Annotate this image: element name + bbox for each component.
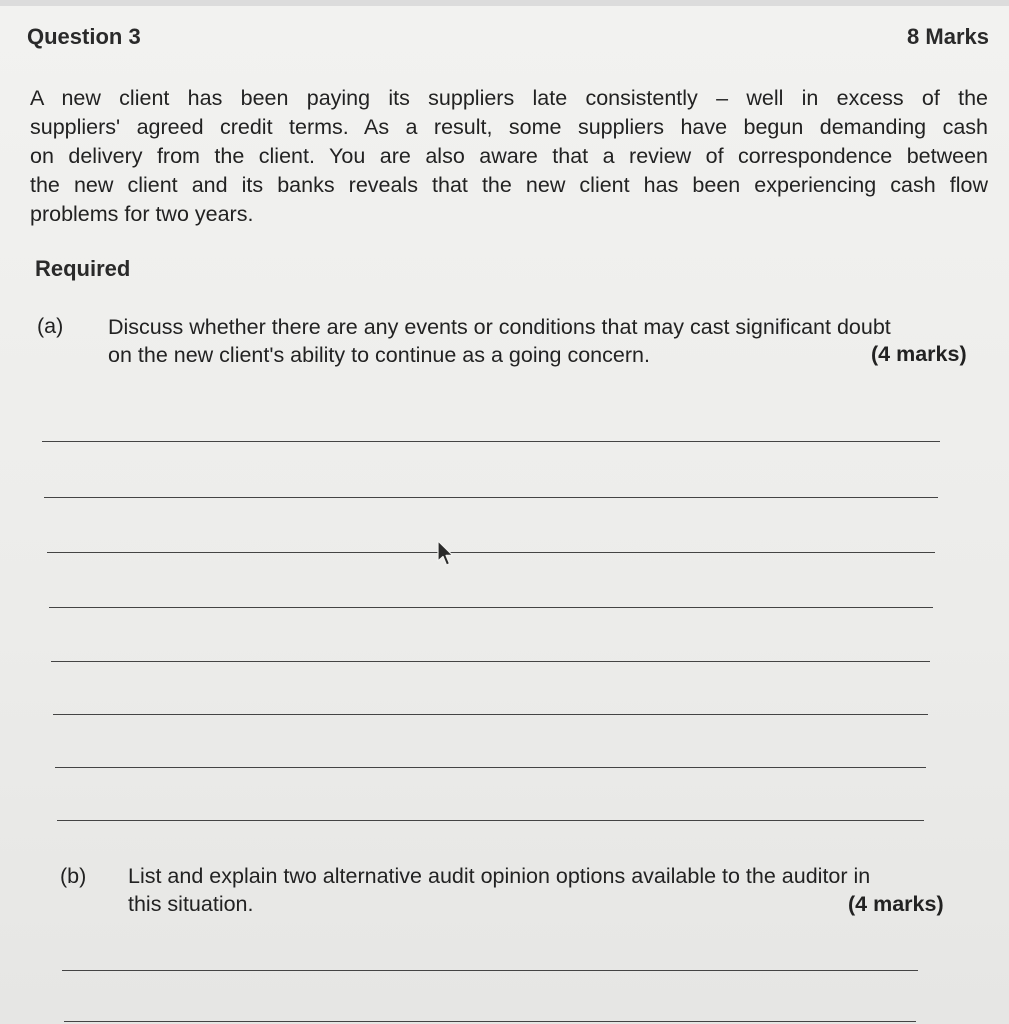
answer-line[interactable]: [44, 497, 938, 498]
question-title: Question 3: [27, 24, 141, 49]
part-b-label: (b): [60, 864, 87, 888]
scenario-line: A new client has been paying its suppliers late consistently – well in excess of the: [30, 86, 988, 110]
part-a-line: on the new client's ability to continue as a going concern.: [108, 343, 650, 367]
scenario-line: on delivery from the client. You are also aware that a review of correspondence between: [30, 144, 988, 168]
required-heading: Required: [35, 256, 131, 281]
part-b-question: [128, 862, 958, 918]
scenario-line: suppliers' agreed credit terms. As a result, some suppliers have begun demanding cash: [30, 115, 988, 139]
answer-line[interactable]: [49, 607, 933, 608]
part-a-question: [108, 313, 983, 369]
answer-line[interactable]: [47, 552, 935, 553]
scenario-line: problems for two years.: [30, 202, 254, 226]
part-b-line: this situation.: [128, 892, 254, 916]
answer-line[interactable]: [55, 767, 926, 768]
answer-line[interactable]: [64, 1021, 916, 1022]
answer-line[interactable]: [57, 820, 924, 821]
page-top-edge: [0, 0, 1009, 6]
part-a-label: (a): [37, 314, 64, 338]
answer-line[interactable]: [53, 714, 928, 715]
question-scenario: [30, 84, 988, 229]
answer-line[interactable]: [51, 661, 930, 662]
part-a-marks: (4 marks): [871, 342, 967, 366]
scenario-line: the new client and its banks reveals that the new client has been experiencing cash flow: [30, 173, 988, 197]
answer-line[interactable]: [62, 970, 918, 971]
part-b-marks: (4 marks): [848, 892, 944, 916]
answer-line[interactable]: [42, 441, 940, 442]
part-b-line: List and explain two alternative audit opinion options available to the auditor in: [128, 864, 871, 888]
question-marks: 8 Marks: [907, 24, 989, 49]
part-a-line: Discuss whether there are any events or conditions that may cast significant doubt: [108, 315, 891, 339]
arrow-pointer-icon: [436, 540, 456, 568]
